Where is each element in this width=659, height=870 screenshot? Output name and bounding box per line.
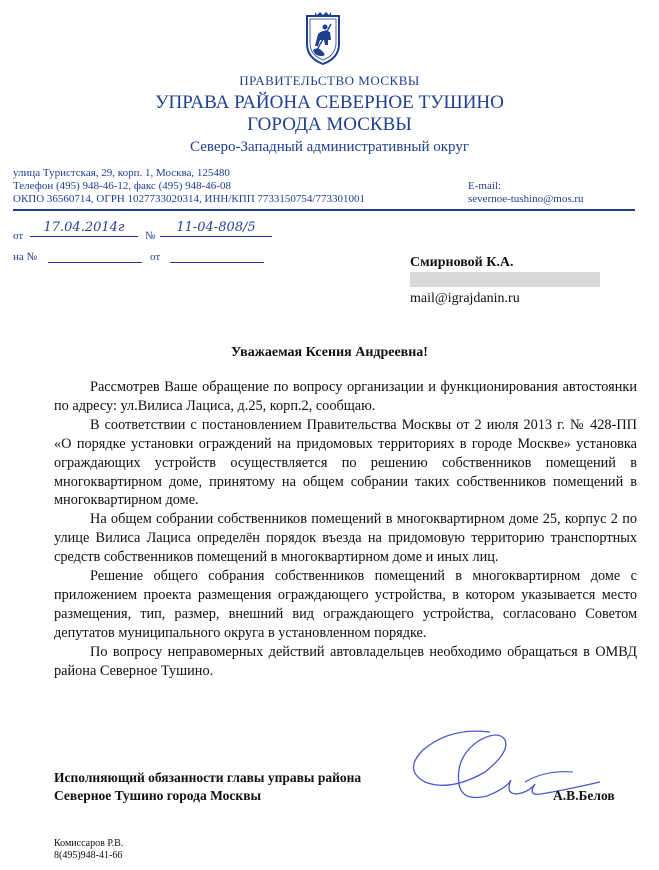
number-label: №	[145, 230, 156, 242]
uprava-title-line1: УПРАВА РАЙОНА СЕВЕРНОЕ ТУШИНО	[155, 92, 504, 113]
signatory-position-line2: Северное Тушино города Москвы	[54, 788, 262, 803]
registration-date: 17.04.2014г	[30, 220, 138, 237]
executor-phone: 8(495)948-41-66	[54, 850, 123, 861]
signatory-name: А.В.Белов	[553, 788, 615, 803]
reply-to-number-label: на №	[13, 251, 38, 263]
date-label: от	[13, 230, 24, 242]
reply-to-date-label: от	[150, 251, 161, 263]
okrug-title: Северо-Западный административный округ	[190, 139, 469, 155]
moscow-coat-of-arms-icon	[301, 10, 345, 66]
paragraph: Решение общего собрания собственников помещений в многоквартирном доме с приложением проекта размещения ограждающего устройства, в котором указывается место размещения, тип, размер, внешний вид ограждающего устройства, согласовано Советом депутатов муниципального округа в установленном порядке.	[54, 568, 637, 641]
org-address: улица Туристская, 29, корп. 1, Москва, 125480	[13, 167, 230, 179]
letter-body	[54, 378, 637, 681]
redacted-address	[410, 272, 600, 287]
reply-to-number-line	[48, 262, 142, 263]
registration-number: 11-04-808/5	[160, 220, 272, 237]
org-codes: ОКПО 36560714, ОГРН 1027733020314, ИНН/КПП 7733150754/773301001	[13, 193, 365, 205]
greeting: Уважаемая Ксения Андреевна!	[231, 345, 428, 360]
org-email-label: E-mail:	[468, 180, 501, 192]
recipient-email[interactable]: mail@igrajdanin.ru	[410, 291, 520, 306]
executor-name: Комиссаров Р.В.	[54, 838, 124, 849]
org-phone: Телефон (495) 948-46-12, факс (495) 948-46-08	[13, 180, 231, 192]
government-title: ПРАВИТЕЛЬСТВО МОСКВЫ	[239, 73, 420, 88]
signatory-position-line1: Исполняющий обязанности главы управы района	[54, 770, 362, 785]
reply-to-date-line	[170, 262, 264, 263]
paragraph: По вопросу неправомерных действий автовладельцев необходимо обращаться в ОМВД района Северное Тушино.	[54, 643, 637, 679]
uprava-title-line2: ГОРОДА МОСКВЫ	[247, 114, 412, 135]
header-divider	[13, 209, 635, 211]
paragraph: Рассмотрев Ваше обращение по вопросу организации и функционирования автостоянки по адресу: ул.Вилиса Лациса, д.25, корп.2, сообщаю.	[54, 379, 637, 414]
recipient-name: Смирновой К.А.	[410, 255, 514, 270]
org-email[interactable]: severnoe-tushino@mos.ru	[468, 193, 584, 205]
paragraph: В соответствии с постановлением Правительства Москвы от 2 июля 2013 г. № 428-ПП «О порядке установки ограждений на придомовых территориях в городе Москве» установка ограждающих устройств осуществляется по решению собственников помещений в многоквартирном доме, принятому на общем собрании таких собственников помещений в многоквартирном доме.	[54, 416, 637, 509]
paragraph: На общем собрании собственников помещений в многоквартирном доме 25, корпус 2 по улице Вилиса Лациса определён порядок въезда на придомовую территорию транспортных средств собственников помещений в многоквартирном доме и иных лиц.	[54, 511, 637, 566]
